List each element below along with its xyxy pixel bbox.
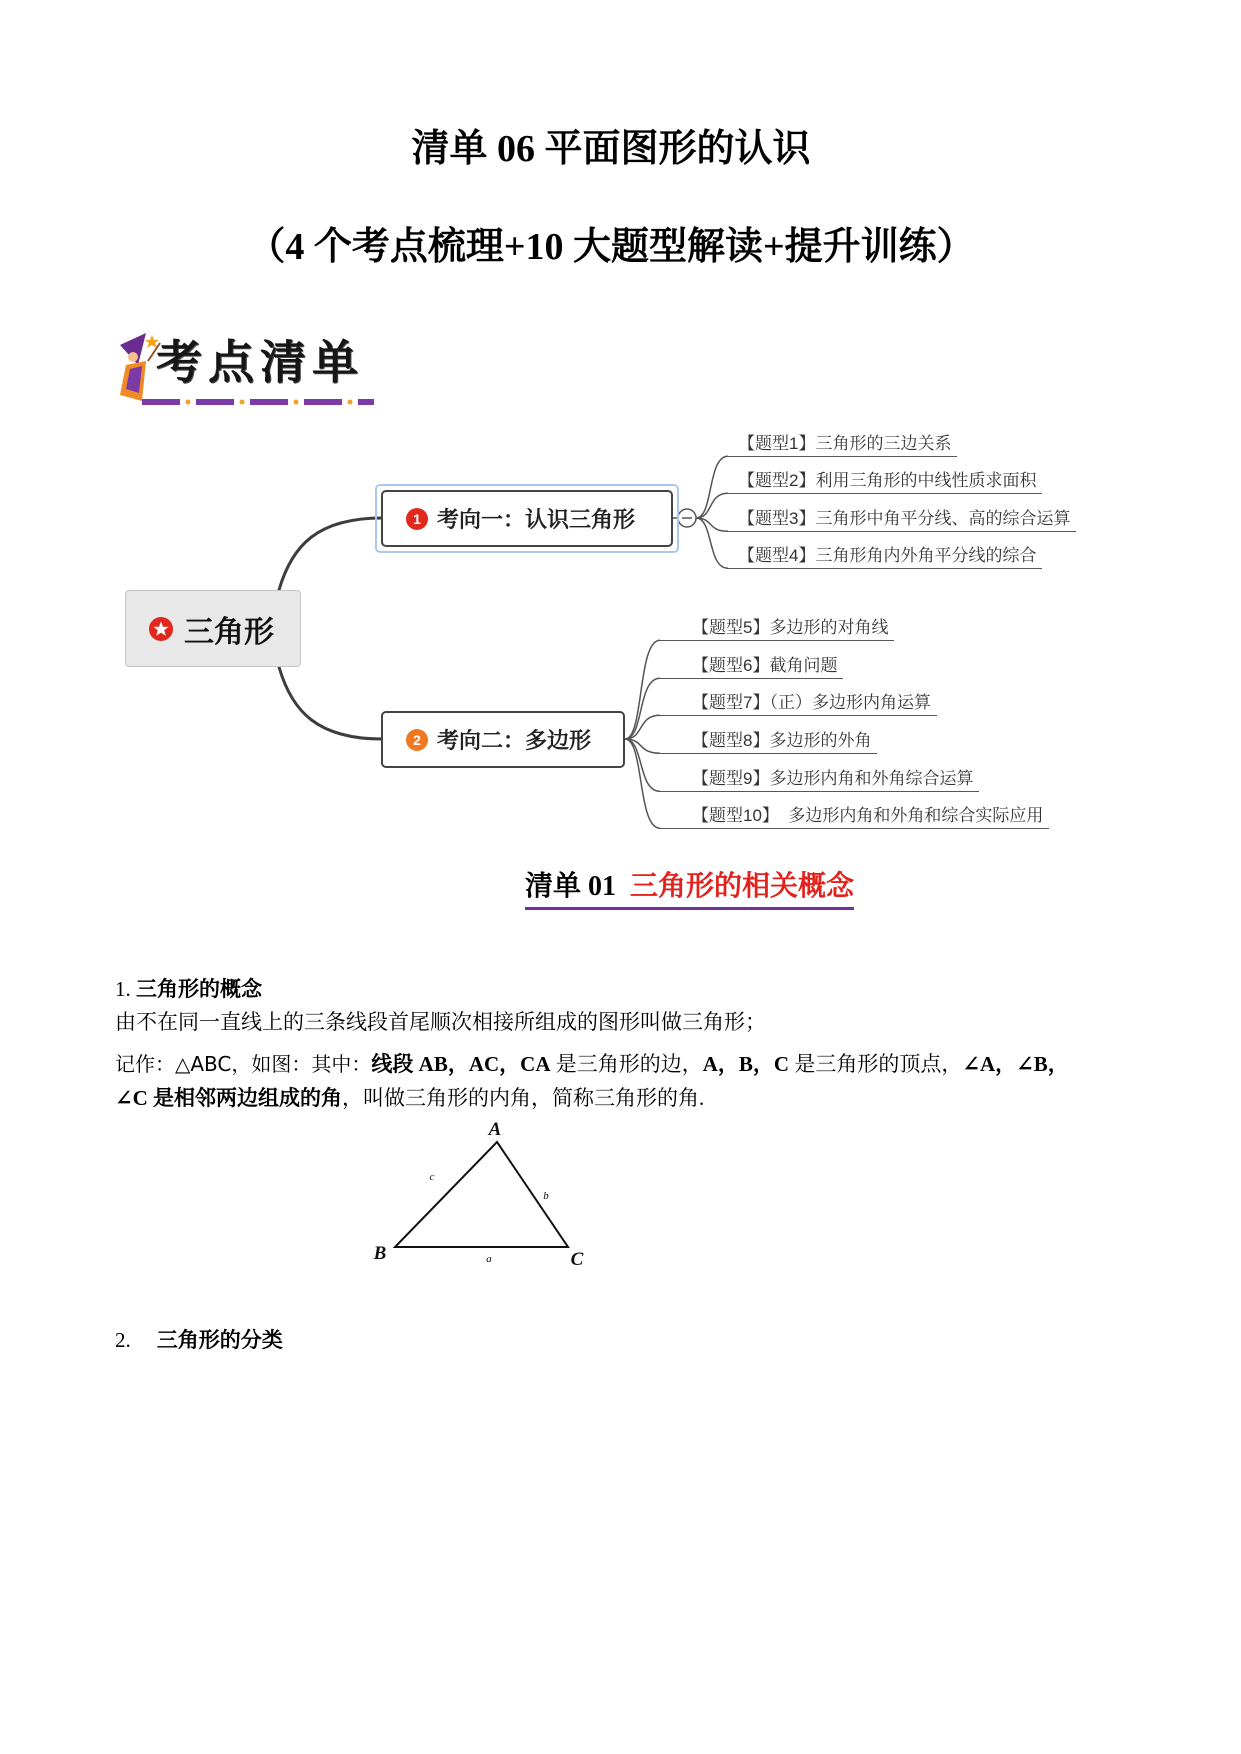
triangle-figure <box>360 1110 600 1280</box>
notation-line-2 <box>115 1083 704 1113</box>
heading-text: 三角形的概念 <box>136 978 262 1001</box>
topic-item: 【题型6】截角问题 <box>660 654 843 679</box>
notation-segment-bold: ∠A，∠B， <box>962 1052 1069 1076</box>
mindmap-branch-2 <box>381 711 625 768</box>
section-prefix: 清单 01 <box>525 871 617 902</box>
logo-text: 考点清单 <box>156 335 364 389</box>
topic-item: 【题型8】多边形的外角 <box>660 729 877 754</box>
section-header <box>525 866 854 910</box>
root-to-branch-2-connector <box>279 667 382 739</box>
root-to-branch-1-connector <box>279 518 382 590</box>
mindmap-branch-1 <box>381 490 673 547</box>
leaf-connector <box>625 678 660 739</box>
topic-item: 【题型7】（正）多边形内角运算 <box>660 691 937 716</box>
leaf-connector <box>696 493 728 518</box>
leaf-connector <box>696 456 728 518</box>
heading-number: 2. <box>115 1328 131 1352</box>
mindmap-root-node <box>125 590 301 667</box>
notation-segment: 是三角形的顶点， <box>789 1052 963 1076</box>
side-label-a: a <box>486 1253 492 1265</box>
topic-item: 【题型3】三角形中角平分线、高的综合运算 <box>728 507 1076 532</box>
concept-heading <box>115 974 262 1005</box>
topic-item: 【题型4】三角形角内外角平分线的综合 <box>728 544 1042 569</box>
star-icon <box>148 616 174 642</box>
notation-segment-bold: A，B，C <box>702 1052 790 1076</box>
badge-number: 2 <box>413 731 421 748</box>
vertex-label-a: A <box>488 1119 502 1140</box>
root-label: 三角形 <box>184 615 274 649</box>
notation-segment: 是三角形的边， <box>550 1052 703 1076</box>
classification-heading <box>115 1325 283 1356</box>
topic-item: 【题型1】三角形的三边关系 <box>728 432 957 457</box>
topic-item: 【题型9】多边形内角和外角综合运算 <box>660 767 979 792</box>
heading-text: 三角形的分类 <box>156 1329 283 1352</box>
topic-item: 【题型2】利用三角形的中线性质求面积 <box>728 469 1042 494</box>
heading-number: 1. <box>115 977 131 1001</box>
section-title: 三角形的相关概念 <box>630 870 855 901</box>
triangle-shape <box>395 1142 568 1247</box>
page-title: 清单 06 平面图形的认识 <box>411 128 811 170</box>
badge-number: 1 <box>413 510 421 527</box>
definition-text: 由不在同一直线上的三条线段首尾顺次相接所组成的图形叫做三角形； <box>115 1010 766 1034</box>
notation-segment: 记作：△ABC，如图：其中： <box>115 1052 372 1076</box>
vertex-label-c: C <box>570 1249 584 1270</box>
branch-label: 考向一：认识三角形 <box>437 507 636 532</box>
topic-item: 【题型5】多边形的对角线 <box>660 616 894 641</box>
branch-number-badge <box>406 508 428 530</box>
notation-line-1 <box>115 1049 1069 1079</box>
notation-segment-bold: ∠C 是相邻两边组成的角 <box>115 1086 343 1110</box>
page-subtitle: （4 个考点梳理+10 大题型解读+提升训练） <box>247 226 975 268</box>
side-label-b: b <box>543 1190 549 1202</box>
branch-label: 考向二：多边形 <box>437 728 592 753</box>
collapse-minus-icon <box>678 509 696 527</box>
topic-item: 【题型10】 多边形内角和外角和综合实际应用 <box>660 804 1049 829</box>
notation-segment-bold: 线段 AB，AC，CA <box>371 1052 551 1076</box>
side-label-c: c <box>429 1171 435 1183</box>
notation-segment: ，叫做三角形的内角，简称三角形的角. <box>342 1086 705 1110</box>
branch-number-badge <box>406 729 428 751</box>
vertex-label-b: B <box>373 1243 387 1264</box>
